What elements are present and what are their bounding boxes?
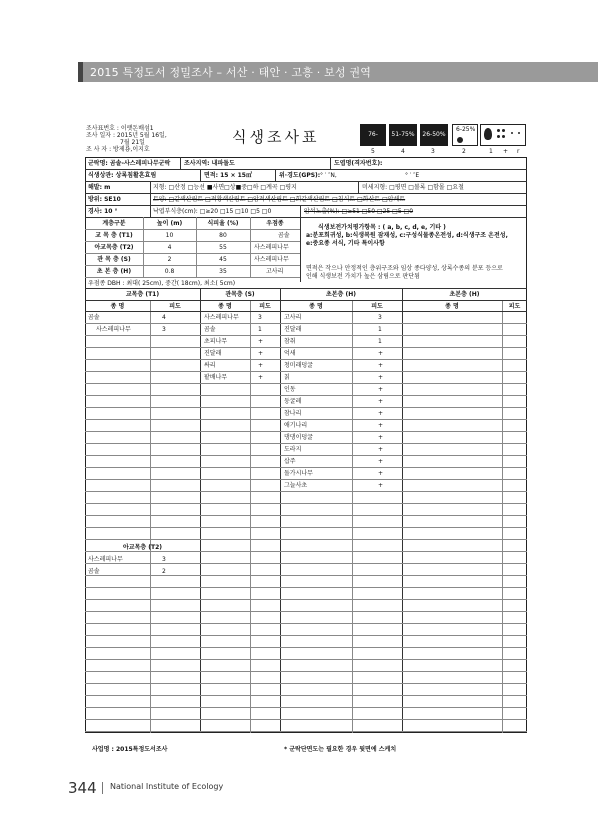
layer-name: 교 목 층 (T1) (95, 232, 133, 239)
species-row-line (85, 671, 527, 672)
species-row-line (85, 575, 527, 576)
cover-num-4: 4 (401, 148, 405, 155)
species-row-line (85, 647, 527, 648)
landform: 지형: □산정 □능선 ■사면□상■중□하 □계곡 □평지 (153, 184, 297, 191)
h-species-name: 인동 (284, 386, 296, 393)
h-species-cover: + (378, 374, 384, 381)
species-row-line (85, 359, 527, 360)
layer-cover: 55 (219, 244, 227, 251)
layer-height: 4 (167, 244, 172, 251)
h-species-name: 억새 (284, 350, 296, 357)
t1-species-cover: 3 (162, 326, 166, 333)
species-row-line (85, 503, 527, 504)
layer-col-header: 계층구분 (102, 220, 126, 227)
h-species-cover: 1 (378, 326, 382, 333)
s-species-cover: 1 (258, 326, 262, 333)
h-species-cover: + (378, 410, 384, 417)
layer-dominant: 고사리 (266, 268, 284, 275)
h-species-cover: + (378, 362, 384, 369)
t2-species-name: 곰솔 (88, 568, 100, 575)
species-row-line (85, 659, 527, 660)
t2-species-cover: 2 (162, 568, 166, 575)
species-row-line (85, 683, 527, 684)
evaluation-criteria-1: a:분포희귀성, b:식생복원 잠재성, c:구성식물종온전성, d:식생구조 온전성, (306, 232, 508, 239)
s-species-cover: + (258, 350, 264, 357)
h2-section-header: 초본층 (H) (449, 291, 480, 298)
species-row-line (85, 527, 527, 528)
elevation: 해발: m (88, 184, 111, 191)
species-col-header: 종 명 (110, 303, 125, 310)
species-row-line (85, 707, 527, 708)
evaluation-note-2: 인해 식생보전 가치가 높은 삼림으로 판단됨 (306, 273, 420, 280)
species-row-line (85, 347, 527, 348)
t1-species-name: 곰솔 (88, 314, 100, 321)
layer-dominant: 사스레피나무 (254, 256, 289, 263)
species-row-line (85, 587, 527, 588)
t2-species-cover: 3 (162, 556, 166, 563)
litter-depth: 낙엽부식층(cm): □≥20 □15 □10 □5 □0 (153, 208, 272, 215)
t1-section-header: 교목층 (T1) (125, 291, 160, 298)
h-species-cover: + (378, 350, 384, 357)
microlandform: 미세지형: □평면 □볼록 □함몰 □요철 (362, 184, 464, 191)
h-species-cover: + (378, 482, 384, 489)
h-section-header: 초본층 (H) (326, 291, 356, 298)
footer-divider (102, 782, 103, 794)
h-species-name: 돌가시나무 (284, 470, 313, 477)
layer-name: 아교목층 (T2) (94, 244, 134, 251)
cover-num-r: r (517, 148, 520, 155)
cover-num-1: 1 (489, 148, 493, 155)
layer-name: 초 본 층 (H) (96, 268, 132, 275)
species-row-line (85, 335, 527, 336)
h-species-name: 참나리 (284, 410, 302, 417)
s-species-name: 사스레피나무 (204, 314, 239, 321)
s-species-name: 팥배나무 (204, 374, 228, 381)
h-species-name: 애기나리 (284, 422, 308, 429)
h-species-name: 칡 (284, 374, 290, 381)
cover-col-header: 피도 (259, 303, 271, 310)
s-species-cover: + (258, 374, 264, 381)
species-row-line (85, 599, 527, 600)
species-row-line (85, 539, 527, 540)
evaluation-note-1: 면적은 작으나 안정적인 층위구조와 임상 종다양성, 상록수종의 분포 등으로 (306, 265, 503, 272)
banner-title: 2015 특정도서 정밀조사 – 서산 · 태안 · 고흥 · 보성 권역 (90, 66, 372, 79)
h-species-name: 진달래 (284, 326, 302, 333)
height-col-header: 높이 (m) (156, 220, 183, 227)
species-row-line (85, 623, 527, 624)
cover-box-4: 51-75% (389, 124, 417, 146)
t1-species-cover: 4 (162, 314, 166, 321)
rock-exposure: 암석노출(%): □≥51 □50 □25 □5 □0 (304, 208, 414, 215)
species-row-line (85, 407, 527, 408)
species-col-header: 종 명 (309, 303, 323, 310)
species-row-line (85, 731, 527, 732)
s-species-cover: + (258, 362, 264, 369)
species-row-line (85, 635, 527, 636)
species-col-header: 종 명 (218, 303, 232, 310)
s-species-name: 곰솔 (204, 326, 216, 333)
h-species-name: 참취 (284, 338, 296, 345)
species-row-line (85, 491, 527, 492)
cover-num-5: 5 (371, 148, 375, 155)
layer-height: 0.8 (164, 268, 175, 275)
species-row-line (85, 479, 527, 480)
cover-num-plus: + (503, 148, 509, 155)
gps-label: 위·경도(GPS): (279, 172, 321, 179)
cover-box-1 (480, 124, 526, 146)
plot-area: 면적: 15 × 15㎡ (204, 172, 252, 179)
cover-num-3: 3 (431, 148, 435, 155)
layer-cover: 80 (219, 232, 227, 239)
species-row-line (85, 323, 527, 324)
h-species-cover: + (378, 458, 384, 465)
map-number: 도엽명(격자번호): (334, 160, 383, 167)
vegetation-type: 식생상관: 상록침활혼효림 (88, 172, 157, 179)
t2-species-name: 사스레피나무 (88, 556, 123, 563)
layer-cover: 45 (219, 256, 227, 263)
h-species-cover: 3 (378, 314, 382, 321)
cover-col-header: 식피율 (%) (207, 220, 239, 227)
blob-icon (484, 128, 492, 140)
h-species-name: 둥굴레 (284, 398, 302, 405)
dots-icon (497, 129, 500, 132)
cover-box-3: 26-50% (420, 124, 448, 146)
cover-col-header: 피도 (508, 303, 521, 310)
gps-east: ° ′ ″E (405, 172, 420, 179)
aspect: 방위: SE10 (88, 196, 121, 203)
h-species-name: 댕댕이덩굴 (284, 434, 313, 441)
species-row-line (85, 371, 527, 372)
cover-num-2: 2 (462, 148, 466, 155)
s-species-cover: + (258, 338, 264, 345)
species-row-line (85, 515, 527, 516)
s-section-header: 관목층 (S) (225, 291, 255, 298)
h-species-name: 삽주 (284, 458, 296, 465)
species-row-line (85, 419, 527, 420)
dot-icon (457, 137, 463, 143)
species-col-header: 종 명 (445, 303, 459, 310)
layer-name: 관 목 층 (S) (97, 256, 131, 263)
h-species-cover: + (378, 470, 384, 477)
s-species-name: 초피나무 (204, 338, 228, 345)
surveyor: 조 사 자 : 방제룡,이지호 (86, 146, 150, 153)
layer-height: 10 (165, 232, 174, 239)
h-species-name: 도라지 (284, 446, 302, 453)
evaluation-criteria-2: e:중요종 서식, 기타 특이사항 (306, 240, 385, 247)
layer-dominant: 사스레피나무 (254, 244, 289, 251)
survey-date: 조사 일자 : 2015년 5월 16일, (86, 132, 167, 139)
survey-region: 조사지역: 내파돌도 (184, 160, 235, 167)
s-species-cover: 3 (258, 314, 262, 321)
s-species-name: 진달래 (204, 350, 222, 357)
layer-cover: 35 (219, 268, 227, 275)
h-species-cover: + (378, 446, 384, 453)
species-row-line (85, 443, 527, 444)
layer-dominant: 곰솔 (278, 232, 290, 239)
survey-date-2: 7월 21일 (120, 139, 145, 146)
page-title: 식생조사표 (232, 128, 320, 146)
community-name: 군락명: 곰솔-사스레피나무군락 (88, 160, 171, 167)
species-row-line (85, 719, 527, 720)
species-row-line (85, 563, 527, 564)
survey-number: 조사표번호 : 이랫돈배섬1 (86, 125, 154, 132)
h-species-name: 고사리 (284, 314, 302, 321)
s-species-name: 싸리 (204, 362, 216, 369)
h-species-cover: + (378, 434, 384, 441)
h-species-cover: 1 (378, 338, 382, 345)
layer-height: 2 (167, 256, 172, 263)
soil-type: 토양: □갈색산림토 □적황색산림토 □암적색산림토 □회갈색산림토 □침식토 □화산토 □암쇄토 (153, 196, 406, 203)
cover-col-header: 피도 (371, 303, 383, 310)
cover-box-2: 6-25% (452, 124, 478, 146)
h-species-cover: + (378, 422, 384, 429)
dominant-dbh: 우점종 DBH : 최대( 25cm), 중간( 18cm), 최소( 5cm) (88, 280, 236, 287)
cover-col-header: 피도 (169, 303, 181, 310)
h-species-name: 청미래덩굴 (284, 362, 313, 369)
footer-organization: National Institute of Ecology (110, 782, 224, 791)
t2-section-header: 아교목층 (T2) (122, 544, 163, 551)
species-row-line (85, 395, 527, 396)
cover-box-5: 76-100% (360, 124, 386, 146)
species-row-line (85, 455, 527, 456)
evaluation-title: 식생보전가치평가항목 : ( a, b, c, d, e, 기타 ) (318, 224, 446, 231)
page-number: 344 (68, 779, 97, 797)
project-name: 사업명 : 2015특정도서조사 (92, 746, 168, 753)
banner-accent (78, 62, 83, 82)
h-species-name: 그늘사초 (284, 482, 308, 489)
species-row-line (85, 383, 527, 384)
dominant-col-header: 우점종 (266, 220, 284, 227)
gps-north: ° ′ ″N, (320, 172, 337, 179)
sketch-note: * 군락단면도는 필요한 경우 뒷면에 스케치 (284, 746, 397, 753)
species-row-line (85, 695, 527, 696)
h-species-cover: + (378, 398, 384, 405)
species-row-line (85, 611, 527, 612)
species-row-line (85, 431, 527, 432)
species-row-line (85, 467, 527, 468)
slope: 경사: 10 ° (88, 208, 118, 215)
h-species-cover: + (378, 386, 384, 393)
t1-species-name: 사스레피나무 (96, 326, 131, 333)
